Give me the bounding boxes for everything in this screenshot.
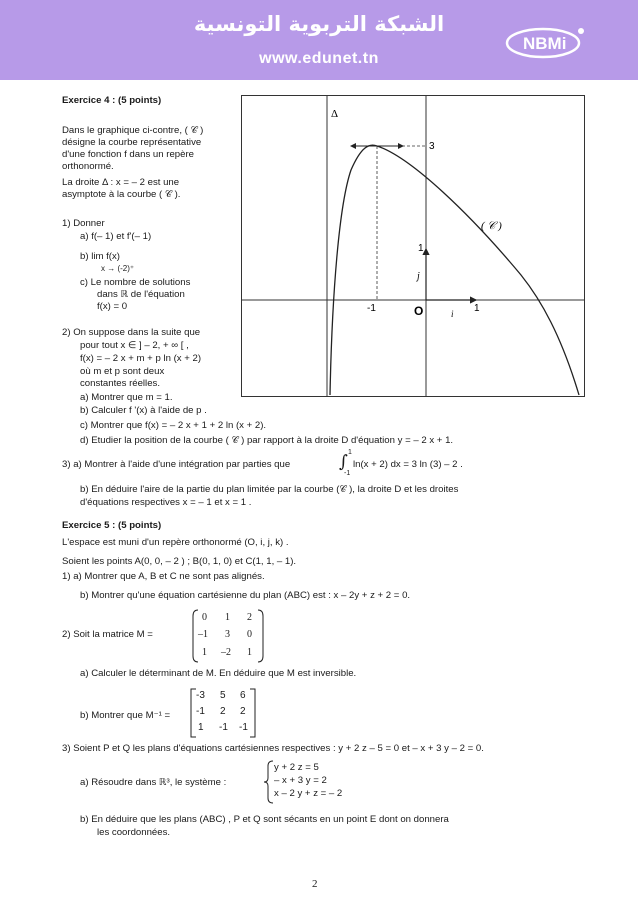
minv-32: -1 bbox=[219, 722, 228, 733]
integral-upper: 1 bbox=[348, 449, 352, 456]
ex4-q1b-limit: x → (-2)⁺ bbox=[101, 264, 135, 273]
m-13: 2 bbox=[247, 612, 252, 623]
ex5-l2: Soient les points A(0, 0, – 2 ) ; B(0, 1, 0) et C(1, 1, – 1). bbox=[62, 556, 297, 567]
minv-21: -1 bbox=[196, 706, 205, 717]
minv-31: 1 bbox=[198, 722, 204, 733]
ex4-title: Exercice 4 : (5 points) bbox=[62, 95, 162, 106]
nbmi-logo bbox=[503, 17, 593, 77]
ex4-q2-4: où m et p sont deux bbox=[80, 366, 165, 377]
arabic-title: الشبكة التربوية التونسية bbox=[193, 12, 445, 36]
system-eq-3: x – 2 y + z = – 2 bbox=[274, 788, 343, 799]
integral-lower: -1 bbox=[344, 470, 351, 477]
ex5-l4: b) Montrer qu'une équation cartésienne du plan (ABC) est : x – 2y + z + 2 = 0. bbox=[80, 590, 411, 601]
system-eq-2: – x + 3 y = 2 bbox=[274, 775, 327, 786]
ex4-q2-1: 2) On suppose dans la suite que bbox=[62, 327, 201, 338]
header-banner bbox=[0, 0, 638, 80]
ex5-l8: 3) Soient P et Q les plans d'équations cartésiennes respectives : y + 2 z – 5 = 0 et – x + 3 y – 2 = 0. bbox=[62, 743, 484, 754]
ex5-l5: 2) Soit la matrice M = bbox=[62, 629, 153, 640]
ex4-q2d: d) Etudier la position de la courbe ( 𝒞 ) par rapport à la droite D d'équation y = – 2 x + 1. bbox=[80, 435, 454, 446]
m-32: –2 bbox=[221, 647, 231, 658]
ex5-l7: b) Montrer que M⁻¹ = bbox=[80, 710, 171, 721]
minv-11: -3 bbox=[196, 690, 205, 701]
ex5-l10-2: les coordonnées. bbox=[97, 827, 171, 838]
ex5-title: Exercice 5 : (5 points) bbox=[62, 520, 162, 531]
ex5-l9: a) Résoudre dans ℝ³, le système : bbox=[80, 777, 227, 788]
ex4-q3b-2: d'équations respectives x = – 1 et x = 1 . bbox=[80, 497, 252, 508]
m-23: 0 bbox=[247, 629, 252, 640]
ex4-intro-1: Dans le graphique ci-contre, ( 𝒞 ) bbox=[62, 125, 204, 136]
ex4-q3a: 3) a) Montrer à l'aide d'une intégration par parties que bbox=[62, 459, 291, 470]
ex4-q3a-integral: ln(x + 2) dx = 3 ln (3) – 2 . bbox=[353, 459, 463, 470]
system-eq-1: y + 2 z = 5 bbox=[274, 762, 319, 773]
m-12: 1 bbox=[225, 612, 230, 623]
delta-label: Δ bbox=[331, 108, 339, 120]
ex4-q2a: a) Montrer que m = 1. bbox=[80, 392, 173, 403]
page-number: 2 bbox=[312, 878, 318, 890]
ex5-l10-1: b) En déduire que les plans (ABC) , P et Q sont sécants en un point E dont on donnera bbox=[80, 814, 449, 825]
minv-12: 5 bbox=[220, 690, 226, 701]
minv-22: 2 bbox=[220, 706, 226, 717]
minv-33: -1 bbox=[239, 722, 248, 733]
m-31: 1 bbox=[202, 647, 207, 658]
ex4-q2-5: constantes réelles. bbox=[80, 378, 160, 389]
m-33: 1 bbox=[247, 647, 252, 658]
ex5-l6: a) Calculer le déterminant de M. En déduire que M est inversible. bbox=[80, 668, 357, 679]
curve-c bbox=[330, 145, 579, 395]
curve-label: ( 𝒞 ) bbox=[481, 220, 502, 232]
label-minus-one: -1 bbox=[367, 303, 376, 314]
minv-13: 6 bbox=[240, 690, 246, 701]
ex4-q1a: a) f(– 1) et f'(– 1) bbox=[80, 231, 152, 242]
ex4-q1c-2: dans ℝ de l'équation bbox=[97, 289, 185, 300]
m-22: 3 bbox=[225, 629, 230, 640]
integral-sign: ∫ bbox=[339, 452, 348, 472]
ex4-q1c: c) Le nombre de solutions bbox=[80, 277, 191, 288]
ex4-q3b-1: b) En déduire l'aire de la partie du plan limitée par la courbe (𝒞 ), la droite D et les droites bbox=[80, 484, 459, 495]
ex4-intro-5: La droite Δ : x = – 2 est une bbox=[62, 177, 180, 188]
label-one-x: 1 bbox=[474, 303, 480, 314]
ex4-q2-2: pour tout x ∈ ] – 2, + ∞ [ , bbox=[80, 340, 189, 351]
label-one-y: 1 bbox=[418, 243, 424, 254]
minv-23: 2 bbox=[240, 706, 246, 717]
ex4-intro-4: orthonormé. bbox=[62, 161, 114, 172]
label-j: j bbox=[417, 271, 420, 282]
ex4-q1: 1) Donner bbox=[62, 218, 105, 229]
label-three: 3 bbox=[429, 141, 435, 152]
svg-text:NBMi: NBMi bbox=[523, 34, 567, 53]
ex5-l1: L'espace est muni d'un repère orthonormé (O, i, j, k) . bbox=[62, 537, 289, 548]
ex4-intro-3: d'une fonction f dans un repère bbox=[62, 149, 194, 160]
ex4-intro-2: désigne la courbe représentative bbox=[62, 137, 202, 148]
ex5-l3: 1) a) Montrer que A, B et C ne sont pas alignés. bbox=[62, 571, 265, 582]
m-11: 0 bbox=[202, 612, 207, 623]
m-21: –1 bbox=[198, 629, 208, 640]
ex4-q2c: c) Montrer que f(x) = – 2 x + 1 + 2 ln (x + 2). bbox=[80, 420, 267, 431]
ex4-intro-6: asymptote à la courbe ( 𝒞 ). bbox=[62, 189, 181, 200]
ex4-q2-3: f(x) = – 2 x + m + p ln (x + 2) bbox=[80, 353, 202, 364]
ex4-q1c-3: f(x) = 0 bbox=[97, 301, 128, 312]
ex4-q2b: b) Calculer f '(x) à l'aide de p . bbox=[80, 405, 207, 416]
ex4-q1b: b) lim f(x) bbox=[80, 251, 120, 262]
site-url[interactable]: www.edunet.tn bbox=[259, 50, 379, 67]
label-i: i bbox=[451, 309, 454, 319]
function-graph bbox=[241, 95, 585, 397]
label-origin: O bbox=[414, 304, 424, 318]
